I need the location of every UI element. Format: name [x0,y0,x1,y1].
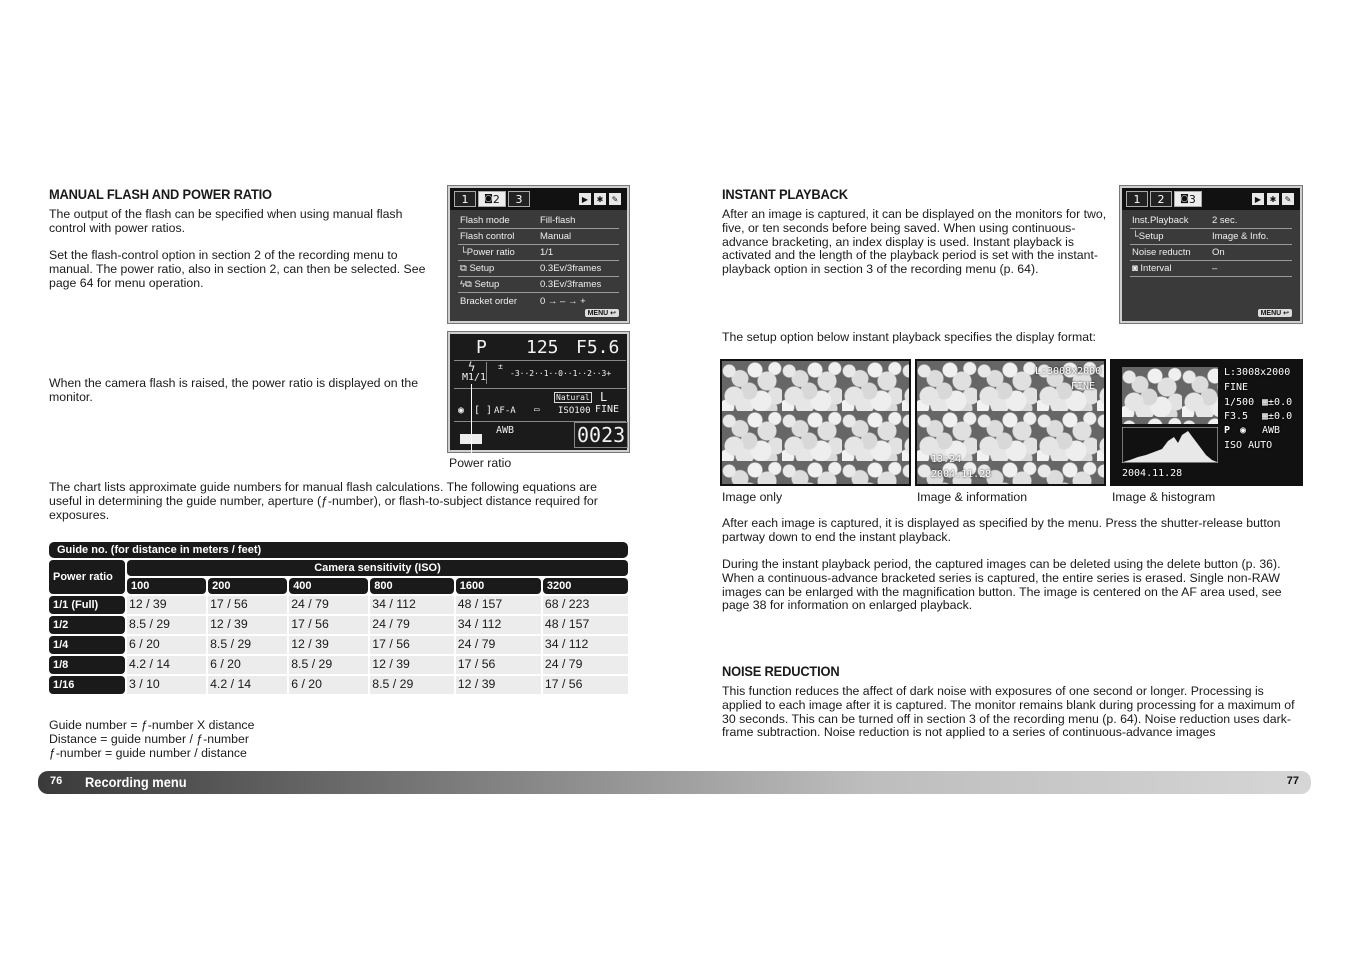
table-cell: 17 / 56 [289,616,368,634]
caption-image-histogram: Image & histogram [1112,490,1216,504]
menu-row-bracket-setup: ⧉ Setup 0.3Ev/3frames [458,261,619,277]
caption-image-only: Image only [722,490,783,504]
table-cell: 3 / 10 [127,676,206,694]
camera-icon: ◙ [1132,263,1141,274]
paragraph-after-capture: After each image is captured, it is displayed as specified by the menu. Press the shutter-release button partway down to end the instant playback. [722,516,1281,544]
menu-tab-3: 3 [508,191,530,207]
table-cell: 12 / 39 [289,636,368,654]
drive-mode-icon: ▭ [534,405,540,415]
af-area-icon: [ ] [474,405,493,416]
image-size: L [600,390,608,404]
camera-icon: ◙ [1180,194,1189,204]
overlay-ev-comp: ▦±0.0 [1262,397,1293,408]
menu-row-inst-playback: Inst.Playback 2 sec. [1130,213,1292,229]
table-cell: 12 / 39 [370,656,453,674]
overlay-time: 13:24 [931,454,962,465]
table-cell: 12 / 39 [208,616,287,634]
menu-row-flash-control: Flash control Manual [458,229,619,245]
iso-col-200: 200 [208,578,287,594]
playback-image-histogram [1110,359,1303,486]
iso-col-3200: 3200 [543,578,628,594]
table-cell: 17 / 56 [370,636,453,654]
power-ratio-header: Power ratio [49,560,125,594]
paragraph-noise-reduction: This function reduces the affect of dark noise with exposures of one second or longer. Processing is applied to each image after it is captured. The monitor remains blank during processing for a maximum of 30 seconds. This can be turned off in section 3 of the recording menu (p. 64). Noise reduction uses dark-frame subtraction. Noise reduction is not applied to a series of continuous-advance images [722,684,1295,740]
table-cell: 6 / 20 [289,676,368,694]
row-ratio-full: 1/1 (Full) [49,596,125,614]
overlay-aperture: F3.5 [1224,411,1249,422]
playback-icon: ▶ [579,193,591,205]
table-cell: 12 / 39 [127,596,206,614]
metering-icon: ◉ [458,405,465,416]
table-row [49,676,628,694]
focus-mode: AF-A [494,406,516,416]
footer-section-title: Recording menu [85,774,187,790]
overlay-wb: AWB [1262,425,1281,436]
paragraph-chart-intro: The chart lists approximate guide numbers for manual flash calculations. The following equations are useful in determining the guide number, aperture (ƒ-number), or flash-to-subject distance required for exposures. [49,480,598,522]
table-cell: 17 / 56 [543,676,628,694]
flash-icon: ϟ [468,360,476,374]
table-row [49,596,628,614]
playback-image-only [720,359,911,486]
iso-col-100: 100 [127,578,206,594]
ev-compensation-icon: ± [498,362,503,371]
table-cell: 8.5 / 29 [208,636,287,654]
table-cell: 48 / 157 [543,616,628,634]
gear-icon: ✱ [594,193,606,205]
iso-setting: ISO100 [558,406,591,416]
menu-tabbar [1122,188,1300,210]
exposure-scale: -3··2··1··0··1··2··3+ [510,369,612,378]
table-row [49,656,628,674]
caption-image-info: Image & information [917,490,1028,504]
table-cell: 24 / 79 [456,636,541,654]
metering-icon: ◉ [1240,425,1247,436]
paragraph-power-ratio-display: When the camera flash is raised, the power ratio is displayed on the monitor. [49,376,419,404]
table-cell: 17 / 56 [208,596,287,614]
table-cell: 6 / 20 [208,656,287,674]
table-cell: 8.5 / 29 [370,676,453,694]
menu-tab-2: 2 [1150,191,1172,207]
playback-image-info [915,359,1106,486]
table-cell: 24 / 79 [543,656,628,674]
paragraph-setup-option: The setup option below instant playback specifies the display format: [722,330,1096,344]
table-cell: 68 / 223 [543,596,628,614]
menu-return-icon: MENU ↩ [1258,309,1292,317]
power-ratio-pointer [471,384,472,454]
table-cell: 48 / 157 [456,596,541,614]
overlay-iso: ISO AUTO [1224,440,1273,451]
table-cell: 6 / 20 [127,636,206,654]
menu-row-playback-setup: └Setup Image & Info. [1130,229,1292,245]
flash-bracket-icon: ϟ⧉ [460,279,475,290]
flash-comp-icon: ▦ [1262,411,1269,422]
table-cell: 17 / 56 [456,656,541,674]
recording-menu-screen-section3 [1120,186,1302,323]
table-cell: 8.5 / 29 [127,616,206,634]
histogram-thumbnail [1122,367,1218,424]
overlay-size: L:3008x2000 [1035,366,1102,377]
page-number-left: 76 [50,775,63,787]
overlay-shutter: 1/500 [1224,397,1255,408]
menu-row-interval: ◙ Interval – [1130,261,1292,277]
paragraph-playback-delete: During the instant playback period, the captured images can be deleted using the delete button (p. 36). When a continuous-advance bracketed series is captured, the entire series is erased. Single non-RAW images can be enlarged with the magnification button. The image is centered on the AF area used, see page 38 for information on enlarged playback. [722,557,1282,613]
iso-col-1600: 1600 [456,578,541,594]
row-ratio-eighth: 1/8 [49,656,125,674]
table-cell: 34 / 112 [543,636,628,654]
flash-power-ratio: M1/1 [462,372,487,383]
equation-f-number: ƒ-number = guide number / distance [49,746,247,760]
paragraph-flash-output: The output of the flash can be specified when using manual flash control with power ratios. [49,207,403,235]
iso-col-400: 400 [289,578,368,594]
table-cell: 4.2 / 14 [208,676,287,694]
overlay-size: L:3008x2000 [1224,367,1291,378]
menu-row-flash-mode: Flash mode Fill-flash [458,213,619,229]
overlay-date: 2004.11.28 [931,469,992,480]
table-cell: 8.5 / 29 [289,656,368,674]
menu-row-noise-reduction: Noise reductn On [1130,245,1292,261]
paragraph-instant-playback: After an image is captured, it can be displayed on the monitors for two, five, or ten seconds before being saved. When using continuous-advance bracketing, an index display is used. Instant playback is activated and the length of the playback period is set with the instant-playback option in section 3 of the recording menu (p. 64). [722,207,1107,277]
table-title: Guide no. (for distance in meters / feet) [49,542,628,558]
menu-row-power-ratio: └Power ratio 1/1 [458,245,619,261]
gear-icon: ✱ [1267,193,1279,205]
page-number-right: 77 [1286,775,1299,787]
table-row [49,616,628,634]
page-footer-bar [38,771,1311,794]
table-cell: 34 / 112 [456,616,541,634]
section-title-noise-reduction: NOISE REDUCTION [722,663,840,679]
menu-row-flash-bracket-setup: ϟ⧉ Setup 0.3Ev/3frames [458,277,619,293]
camera-icon: ◙ [484,194,493,204]
row-ratio-sixteenth: 1/16 [49,676,125,694]
overlay-quality: FINE [1071,381,1096,392]
equation-guide-number: Guide number = ƒ-number X distance [49,718,255,732]
table-cell: 34 / 112 [370,596,453,614]
menu-tab-2: ◙ 2 [478,191,506,207]
table-row [49,636,628,654]
frame-counter: 0023 [574,422,628,448]
recording-menu-screen-section2 [448,186,629,323]
caption-power-ratio: Power ratio [449,456,512,470]
table-cell: 12 / 39 [456,676,541,694]
row-ratio-quarter: 1/4 [49,636,125,654]
white-balance: AWB [496,425,515,436]
menu-tab-1: 1 [454,191,476,207]
overlay-date: 2004.11.28 [1122,468,1183,479]
section-title-instant-playback: INSTANT PLAYBACK [722,186,848,202]
wrench-icon: ✎ [609,193,621,205]
menu-tab-1: 1 [1126,191,1148,207]
shutter-speed: 125 [526,337,559,358]
ev-icon: ▦ [1262,397,1269,408]
iso-col-800: 800 [370,578,453,594]
image-quality: FINE [595,404,620,415]
menu-row-bracket-order: Bracket order 0 → – → + [460,295,586,307]
overlay-flash-comp: ▦±0.0 [1262,411,1293,422]
table-cell: 4.2 / 14 [127,656,206,674]
section-title-manual-flash: MANUAL FLASH AND POWER RATIO [49,186,272,202]
histogram-graph [1122,427,1218,463]
menu-tab-3: ◙ 3 [1174,191,1202,207]
monitor-info-display [448,332,629,452]
equation-distance: Distance = guide number / ƒ-number [49,732,249,746]
paragraph-flash-setup: Set the flash-control option in section 2 of the recording menu to manual. The power ratio, also in section 2, can then be selected. See page 64 for menu operation. [49,248,426,290]
aperture-value: F5.6 [576,337,620,358]
color-mode: Natural [556,393,590,402]
table-cell: 24 / 79 [289,596,368,614]
playback-icon: ▶ [1252,193,1264,205]
wrench-icon: ✎ [1282,193,1294,205]
overlay-quality: FINE [1224,382,1249,393]
row-ratio-half: 1/2 [49,616,125,634]
guide-number-table [47,540,630,696]
bracket-icon: ⧉ [460,263,470,274]
overlay-mode: P [1224,425,1231,436]
menu-tabbar [450,188,627,210]
menu-return-icon: MENU ↩ [585,309,619,317]
table-cell: 24 / 79 [370,616,453,634]
iso-header: Camera sensitivity (ISO) [127,560,628,576]
exposure-mode: P [476,337,487,358]
